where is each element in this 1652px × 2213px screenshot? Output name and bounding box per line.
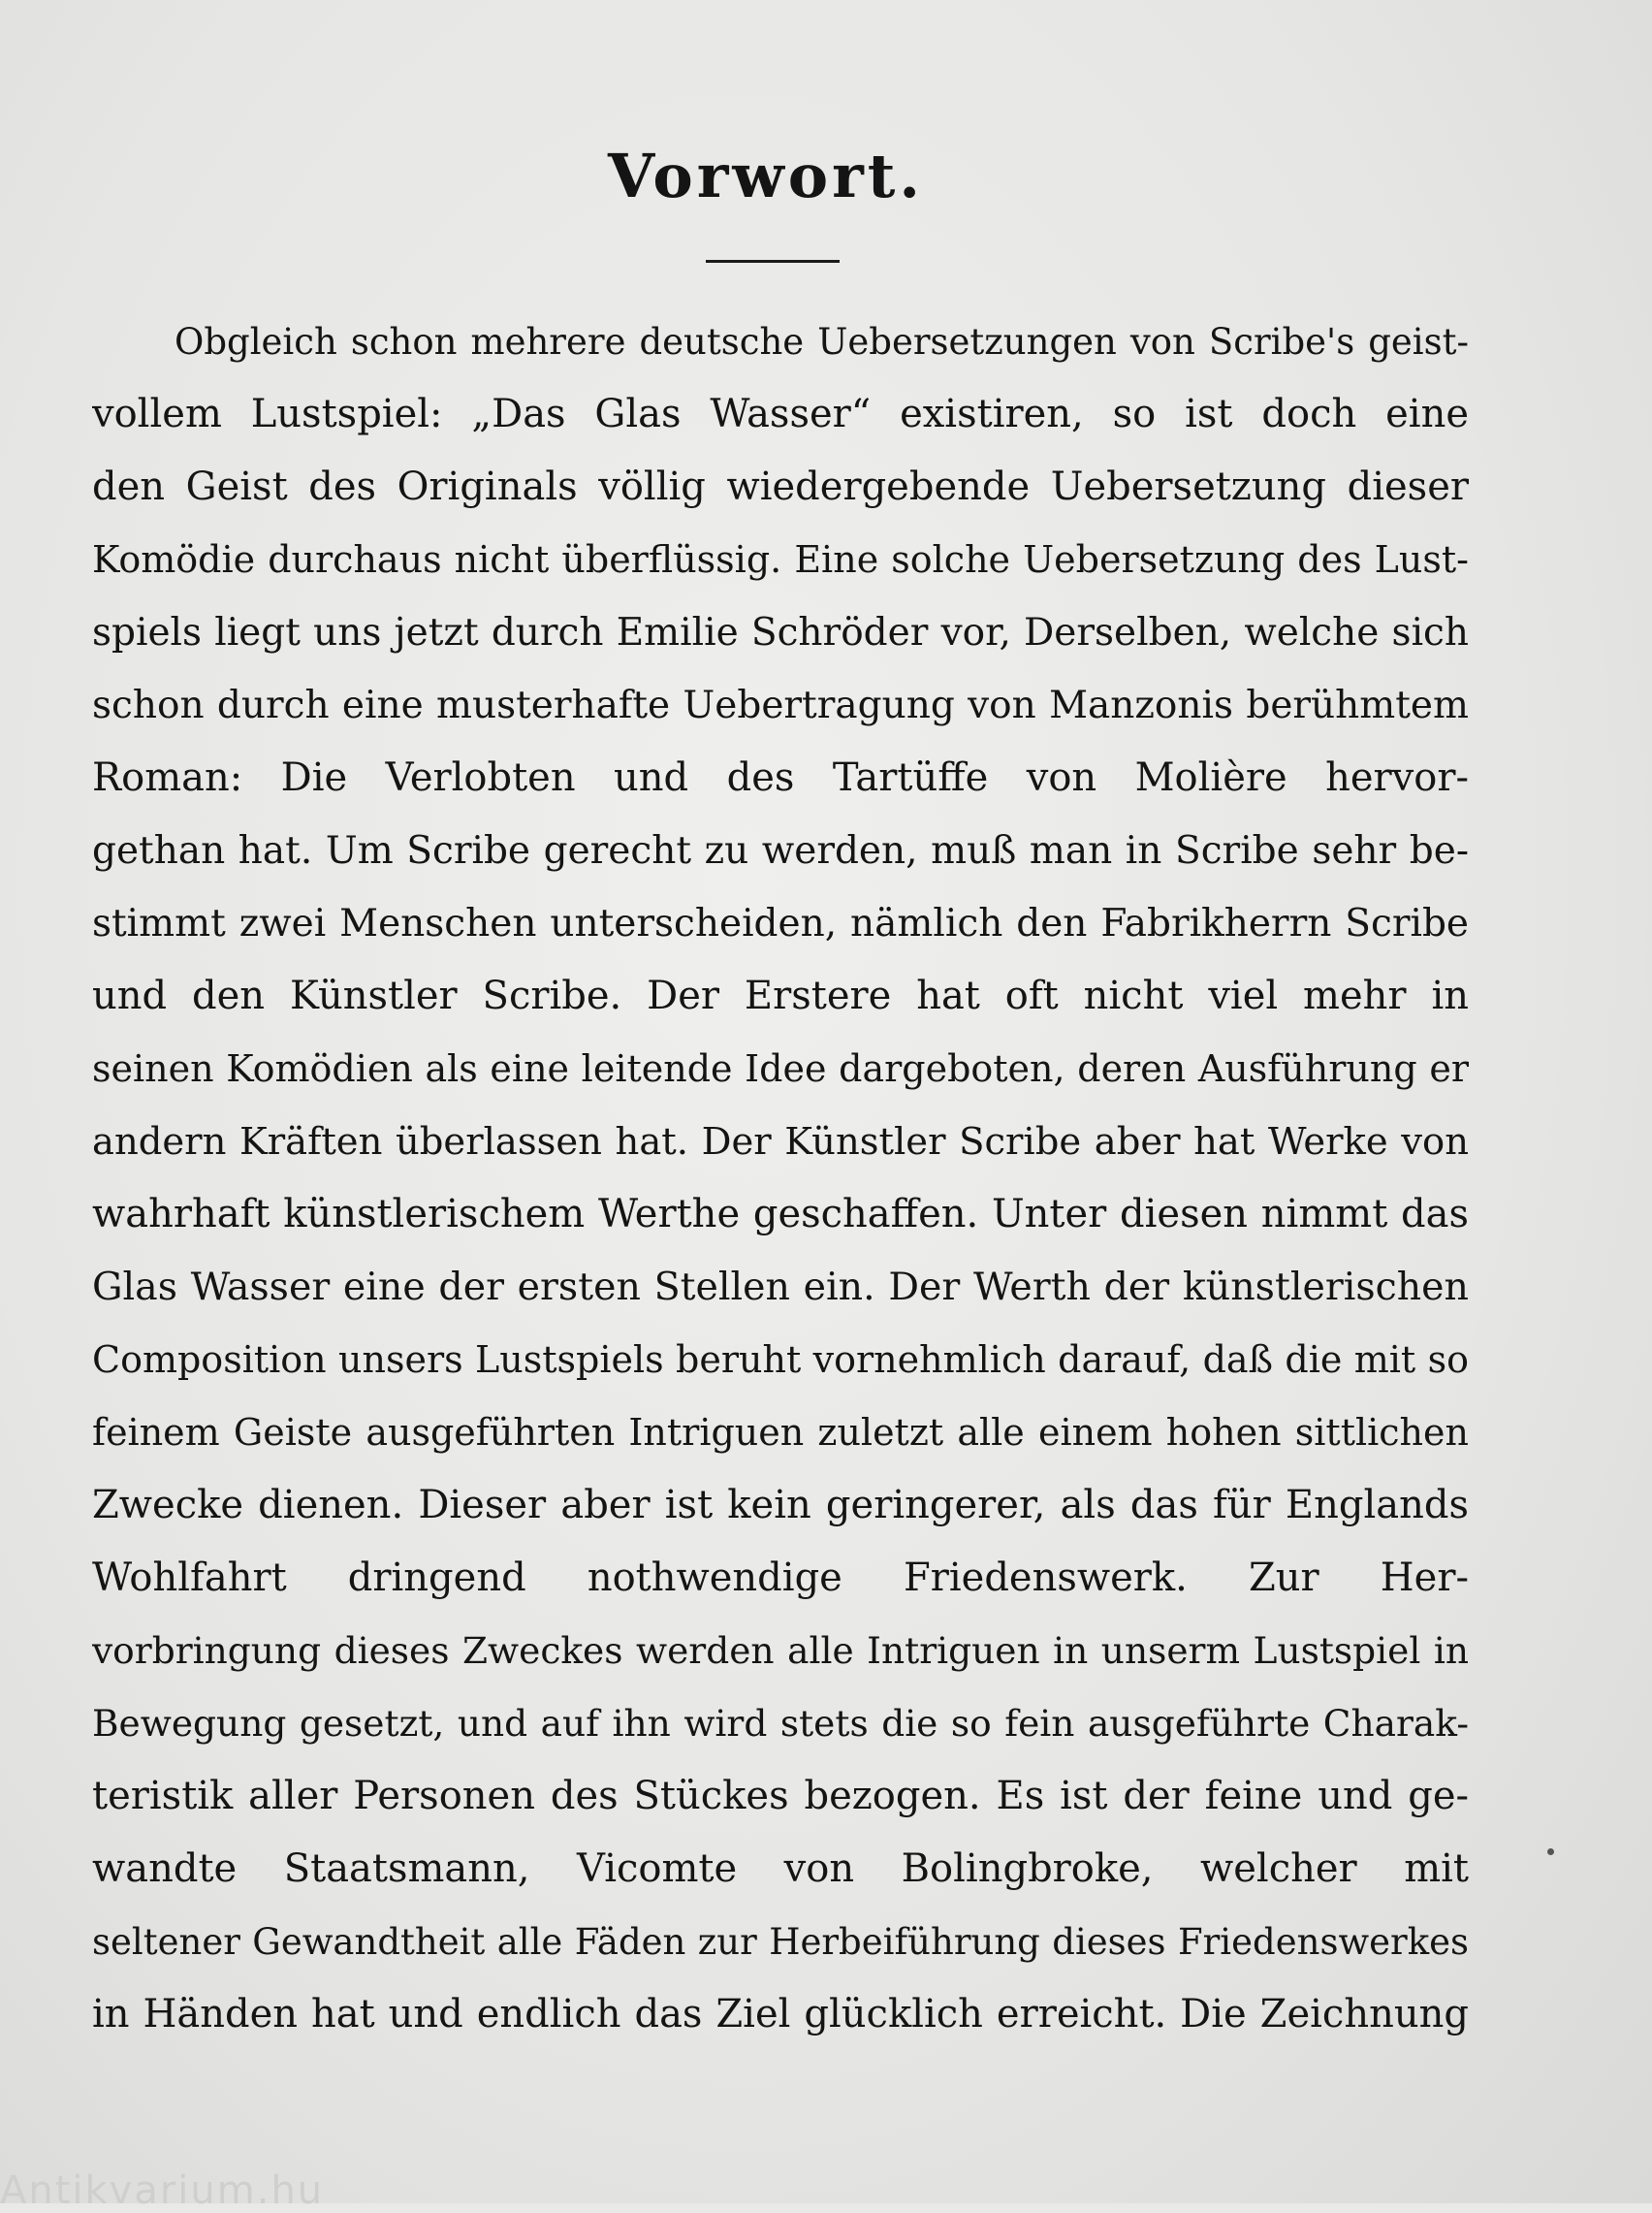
text-line: schon durch eine musterhafte Uebertragung von Manzonis berühmtem: [92, 684, 1469, 727]
text-line: seinen Komödien als eine leitende Idee dargeboten, deren Ausführung er: [92, 1047, 1469, 1090]
ink-speck: [1547, 1848, 1554, 1855]
page-heading: Vorwort.: [607, 141, 925, 211]
text-line: stimmt zwei Menschen unterscheiden, nämlich den Fabrikherrn Scribe: [92, 902, 1469, 946]
heading-rule: [706, 260, 840, 263]
text-line: Bewegung gesetzt, und auf ihn wird stets die so fein ausgeführte Charak-: [92, 1702, 1469, 1745]
text-line: den Geist des Originals völlig wiedergebende Uebersetzung dieser: [92, 465, 1469, 509]
text-line: Komödie durchaus nicht überflüssig. Eine solche Uebersetzung des Lust-: [92, 538, 1469, 581]
text-line: wahrhaft künstlerischem Werthe geschaffen. Unter diesen nimmt das: [92, 1192, 1469, 1236]
text-line: vollem Lustspiel: „Das Glas Wasser“ existiren, so ist doch eine: [92, 392, 1469, 436]
text-line: wandte Staatsmann, Vicomte von Bolingbroke, welcher mit: [92, 1846, 1469, 1891]
text-line: andern Kräften überlassen hat. Der Künstler Scribe aber hat Werke von: [92, 1120, 1469, 1164]
text-line: seltener Gewandtheit alle Fäden zur Herbeiführung dieses Friedenswerkes: [92, 1921, 1469, 1963]
text-line: gethan hat. Um Scribe gerecht zu werden, muß man in Scribe sehr be-: [92, 829, 1469, 873]
text-line: spiels liegt uns jetzt durch Emilie Schröder vor, Derselben, welche sich: [92, 611, 1469, 655]
text-line: vorbringung dieses Zweckes werden alle Intriguen in unserm Lustspiel in: [92, 1629, 1469, 1672]
text-line: und den Künstler Scribe. Der Erstere hat oft nicht viel mehr in: [92, 974, 1469, 1018]
body-text: [92, 305, 1469, 2051]
text-line: teristik aller Personen des Stückes bezogen. Es ist der feine und ge-: [92, 1774, 1469, 1818]
text-line: in Händen hat und endlich das Ziel glücklich erreicht. Die Zeichnung: [92, 1992, 1469, 2037]
text-line: Glas Wasser eine der ersten Stellen ein. Der Werth der künstlerischen: [92, 1265, 1469, 1309]
text-line: Composition unsers Lustspiels beruht vornehmlich darauf, daß die mit so: [92, 1338, 1469, 1381]
watermark: Antikvarium.hu: [0, 2168, 325, 2213]
text-line: Roman: Die Verlobten und des Tartüffe von Molière hervor-: [92, 755, 1469, 800]
text-line: Obgleich schon mehrere deutsche Uebersetzungen von Scribe's geist-: [175, 321, 1469, 363]
text-line: Zwecke dienen. Dieser aber ist kein geringerer, als das für Englands: [92, 1483, 1469, 1527]
text-line: feinem Geiste ausgeführten Intriguen zuletzt alle einem hohen sittlichen: [92, 1411, 1469, 1454]
text-line: Wohlfahrt dringend nothwendige Friedenswerk. Zur Her-: [92, 1556, 1469, 1600]
